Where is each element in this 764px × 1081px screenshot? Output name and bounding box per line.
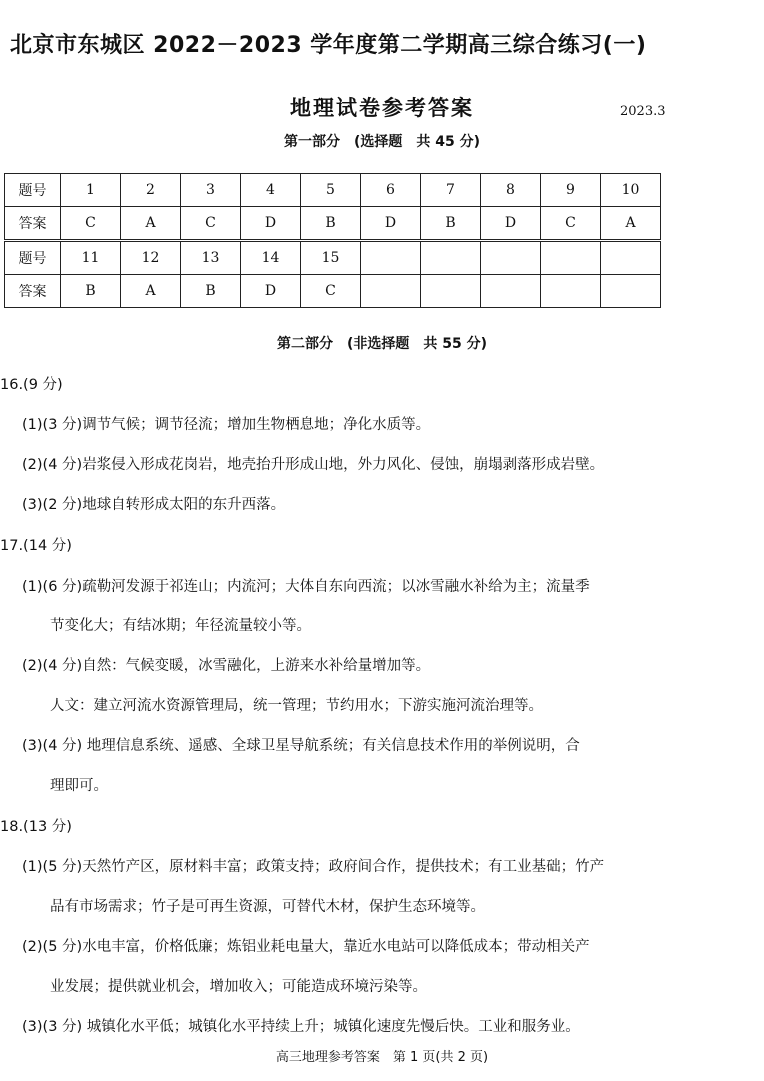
answer-cell: D [241,207,301,240]
row-header-answer: 答案 [5,207,61,240]
empty-cell [541,275,601,308]
answer-cell: B [421,207,481,240]
question-17-heading: 17.(14 分) [0,538,72,554]
question-number: 14 [241,242,301,275]
question-number: 12 [121,242,181,275]
empty-cell [601,242,661,275]
answer-cell: C [61,207,121,240]
question-number: 5 [301,174,361,207]
question-number: 11 [61,242,121,275]
answer-line: 品有市场需求；竹子是可再生资源，可替代木材，保护生态环境等。 [50,899,485,915]
question-number: 1 [61,174,121,207]
empty-cell [481,275,541,308]
answer-line: (3)(2 分)地球自转形成太阳的东升西落。 [22,497,286,513]
answer-line: (2)(4 分)自然：气候变暖，冰雪融化，上游来水补给量增加等。 [22,658,431,674]
question-number: 4 [241,174,301,207]
empty-cell [361,242,421,275]
answer-cell: B [181,275,241,308]
answer-line: (1)(6 分)疏勒河发源于祁连山；内流河；大体自东向西流；以冰雪融水补给为主；流量季 [22,579,590,595]
answer-cell: A [121,275,181,308]
question-16-heading: 16.(9 分) [0,377,63,393]
answer-line: 人文：建立河流水资源管理局，统一管理；节约用水；下游实施河流治理等。 [50,698,543,714]
empty-cell [541,242,601,275]
part1-heading: 第一部分 (选择题 共 45 分) [283,134,481,150]
empty-cell [421,242,481,275]
answer-cell: D [361,207,421,240]
row-header-question: 题号 [5,174,61,207]
document-title: 北京市东城区 2022－2023 学年度第二学期高三综合练习(一) [10,33,647,58]
page-footer: 高三地理参考答案 第 1 页(共 2 页) [275,1050,489,1065]
question-number: 8 [481,174,541,207]
question-18-heading: 18.(13 分) [0,819,72,835]
document-date: 2023.3 [620,104,666,119]
row-header-question: 题号 [5,242,61,275]
answer-line: (1)(5 分)天然竹产区，原材料丰富；政策支持；政府间合作，提供技术；有工业基础；竹产 [22,859,605,875]
answer-cell: A [601,207,661,240]
answer-table-1 [4,173,661,240]
question-number: 13 [181,242,241,275]
table-row [5,174,661,207]
answer-line: (3)(4 分) 地理信息系统、遥感、全球卫星导航系统；有关信息技术作用的举例说明，合 [22,738,580,754]
question-number: 15 [301,242,361,275]
question-number: 6 [361,174,421,207]
row-header-answer: 答案 [5,275,61,308]
answer-table-2 [4,241,661,308]
answer-cell: A [121,207,181,240]
empty-cell [361,275,421,308]
table-row [5,242,661,275]
empty-cell [481,242,541,275]
answer-cell: C [181,207,241,240]
table-row [5,275,661,308]
answer-cell: B [61,275,121,308]
answer-cell: B [301,207,361,240]
question-number: 7 [421,174,481,207]
question-number: 3 [181,174,241,207]
question-number: 10 [601,174,661,207]
answer-line: (2)(5 分)水电丰富，价格低廉；炼铝业耗电量大，靠近水电站可以降低成本；带动相关产 [22,939,590,955]
answer-cell: D [241,275,301,308]
question-number: 9 [541,174,601,207]
table-row [5,207,661,240]
question-number: 2 [121,174,181,207]
answer-line: (2)(4 分)岩浆侵入形成花岗岩，地壳抬升形成山地，外力风化、侵蚀，崩塌剥落形成岩壁。 [22,457,605,473]
answer-cell: D [481,207,541,240]
answer-cell: C [541,207,601,240]
answer-line: 业发展；提供就业机会，增加收入；可能造成环境污染等。 [50,979,427,995]
empty-cell [421,275,481,308]
answer-line: (1)(3 分)调节气候；调节径流；增加生物栖息地；净化水质等。 [22,417,431,433]
answer-cell: C [301,275,361,308]
document-subtitle: 地理试卷参考答案 [290,96,474,120]
answer-line: (3)(3 分) 城镇化水平低；城镇化水平持续上升；城镇化速度先慢后快。工业和服务业。 [22,1019,580,1035]
part2-heading: 第二部分 (非选择题 共 55 分) [276,336,488,352]
answer-line: 理即可。 [50,778,108,794]
answer-line: 节变化大；有结冰期；年径流量较小等。 [50,618,311,634]
empty-cell [601,275,661,308]
